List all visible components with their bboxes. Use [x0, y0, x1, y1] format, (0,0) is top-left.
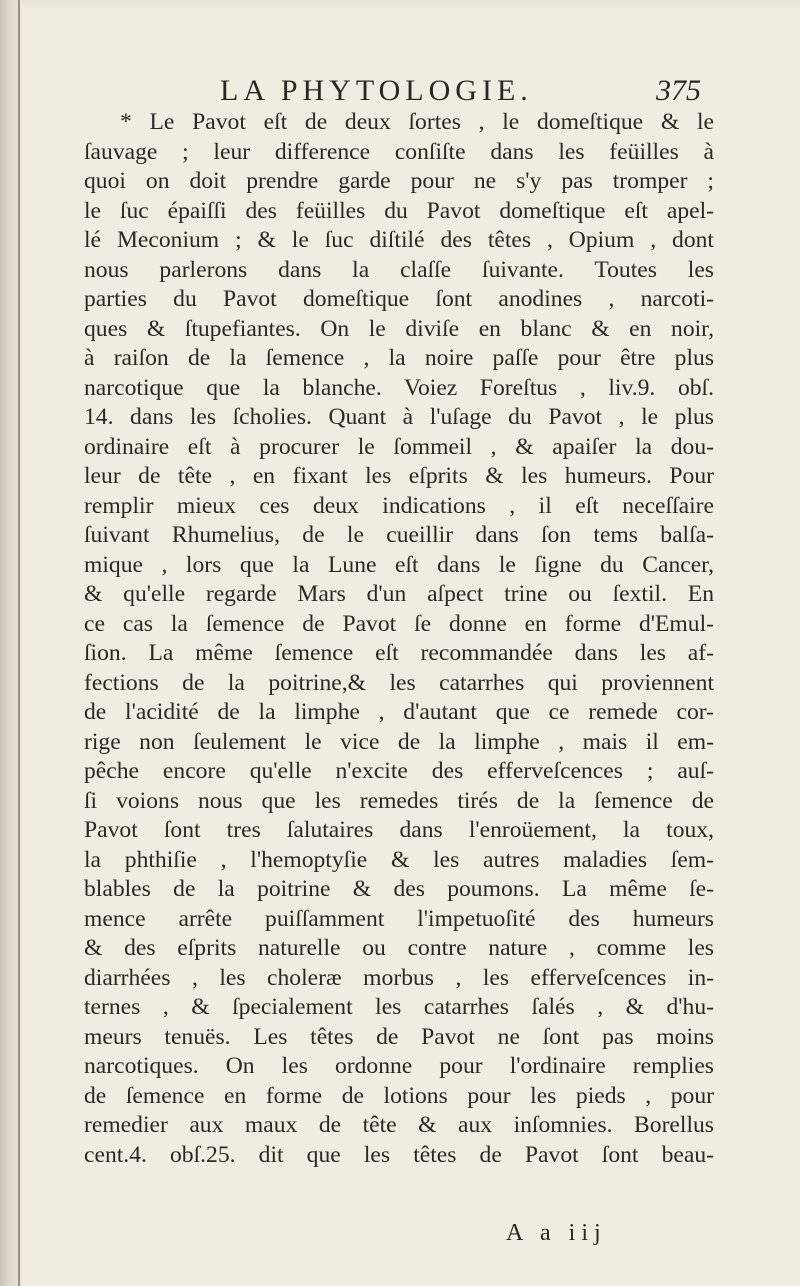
text-line: rige non ſeulement le vice de la limphe , mais il em- — [84, 728, 714, 755]
body-text — [84, 108, 714, 1170]
text-line: de l'acidité de la limphe , d'autant que ce remede cor- — [84, 699, 714, 725]
text-line: ſuivant Rhumelius, de le cueillir dans ſon tems balſa- — [84, 522, 714, 548]
text-line: cent.4. obſ.25. dit que les têtes de Pavot ſont beau- — [84, 1141, 714, 1168]
page-gutter-line — [18, 0, 20, 1286]
running-title: LA PHYTOLOGIE. — [220, 74, 533, 107]
text-line: diarrhées , les choleræ morbus , les efferveſcences in- — [84, 964, 714, 991]
text-line: ternes , & ſpecialement les catarrhes ſalés , & d'hu- — [84, 994, 714, 1020]
text-line: fections de la poitrine,& les catarrhes qui proviennent — [84, 669, 714, 696]
text-line: de ſemence en forme de lotions pour les pieds , pour — [84, 1082, 714, 1109]
text-line: la phthiſie , l'hemoptyſie & les autres maladies ſem- — [84, 846, 714, 873]
text-line: ſion. La même ſemence eſt recommandée dans les af- — [84, 640, 714, 666]
signature-mark: A a iij — [506, 1220, 607, 1246]
text-line: parties du Pavot domeſtique ſont anodines , narcoti- — [84, 286, 714, 312]
text-line: narcotique que la blanche. Voiez Foreſtus , liv.9. obſ. — [84, 374, 714, 401]
text-line: nous parlerons dans la claſſe ſuivante. Toutes les — [84, 256, 714, 283]
text-line: & des eſprits naturelle ou contre nature , comme les — [84, 935, 714, 961]
text-line: remedier aux maux de tête & aux inſomnies. Borellus — [84, 1112, 714, 1138]
text-line: ordinaire eſt à procurer le ſommeil , & apaiſer la dou- — [84, 433, 714, 460]
text-line: remplir mieux ces deux indications , il eſt neceſſaire — [84, 492, 714, 519]
text-line: & qu'elle regarde Mars d'un aſpect trine ou ſextil. En — [84, 581, 714, 607]
text-line: ſi voions nous que les remedes tirés de la ſemence de — [84, 787, 714, 814]
text-line: Pavot ſont tres ſalutaires dans l'enroüement, la toux, — [84, 817, 714, 843]
text-line: blables de la poitrine & des poumons. La même ſe- — [84, 876, 714, 902]
page-top-edge — [0, 0, 800, 10]
text-line: * Le Pavot eſt de deux ſortes , le domeſtique & le — [120, 109, 714, 135]
text-line: ſauvage ; leur difference conſiſte dans les feüilles à — [84, 138, 714, 165]
text-line: à raiſon de la ſemence , la noire paſſe pour être plus — [84, 345, 714, 371]
text-line: meurs tenuës. Les têtes de Pavot ne ſont pas moins — [84, 1023, 714, 1050]
text-line: le ſuc épaiſſi des feüilles du Pavot domeſtique eſt apel- — [84, 197, 714, 224]
page-number: 375 — [656, 74, 701, 107]
text-line: 14. dans les ſcholies. Quant à l'uſage du Pavot , le plus — [84, 404, 714, 430]
text-line: quoi on doit prendre garde pour ne s'y pas tromper ; — [84, 168, 714, 194]
text-line: mique , lors que la Lune eſt dans le ſigne du Cancer, — [84, 551, 714, 578]
text-line: pêche encore qu'elle n'excite des efferveſcences ; auſ- — [84, 758, 714, 784]
text-line: mence arrête puiſſamment l'impetuoſité des humeurs — [84, 905, 714, 932]
text-line: leur de tête , en fixant les eſprits & les humeurs. Pour — [84, 463, 714, 489]
text-line: ques & ſtupefiantes. On le diviſe en blanc & en noir, — [84, 315, 714, 342]
text-line: lé Meconium ; & le ſuc diſtilé des têtes , Opium , dont — [84, 227, 714, 253]
text-line: narcotiques. On les ordonne pour l'ordinaire remplies — [84, 1053, 714, 1079]
text-line: ce cas la ſemence de Pavot ſe donne en forme d'Emul- — [84, 610, 714, 637]
